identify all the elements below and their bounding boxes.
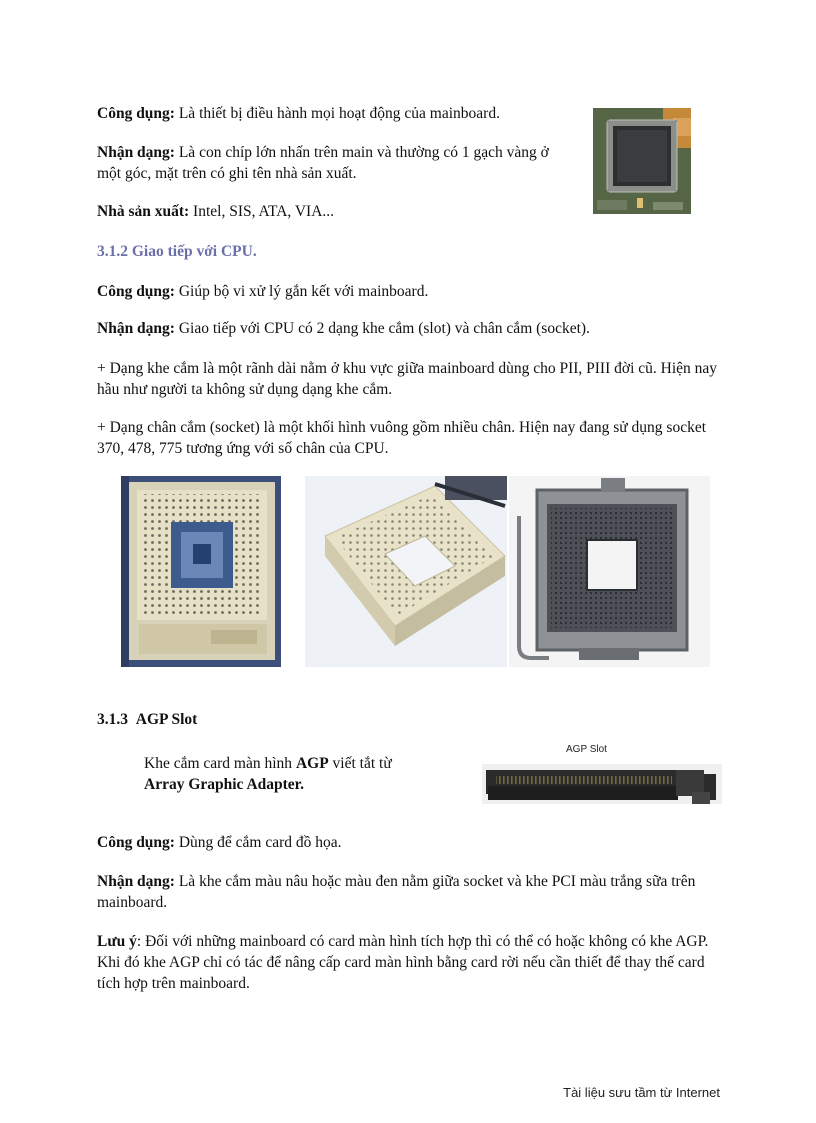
section-number: 3.1.3 <box>97 711 128 728</box>
text: Intel, SIS, ATA, VIA... <box>193 203 335 220</box>
label: Công dụng: <box>97 834 175 851</box>
text: Là thiết bị điều hành mọi hoạt động của mainboard. <box>178 105 500 122</box>
section-312-heading: 3.1.2 Giao tiếp với CPU. <box>97 243 257 260</box>
agp-slot-image <box>482 742 722 806</box>
cpu-identify-line <box>97 142 567 184</box>
socket-image-2 <box>305 476 507 667</box>
intro-bold: AGP <box>295 755 329 772</box>
agp-usage <box>97 832 727 853</box>
agp-slot-caption: AGP Slot <box>566 744 607 755</box>
label: Nhà sản xuất: <box>97 203 190 220</box>
cpu-usage-line <box>97 103 567 124</box>
intro-prefix: Khe cắm card màn hình <box>144 755 296 772</box>
socket-image-1 <box>121 476 281 667</box>
text: : Đối với những mainboard có card màn hình tích hợp thì có thể có hoặc không có khe AGP. Khi đó khe AGP chỉ có tác để nâng cấp card màn hình bằng card rời nếu cần thiết để thay thế card tích hợp trên mainboard. <box>97 933 709 992</box>
intro-expansion: Array Graphic Adapter. <box>144 776 305 793</box>
chipset-image <box>593 108 691 214</box>
label: Nhận dạng: <box>97 144 175 161</box>
page-footer: Tài liệu sưu tầm từ Internet <box>563 1085 720 1100</box>
agp-intro <box>144 753 444 795</box>
section-312-usage <box>97 281 727 302</box>
section-312-identify <box>97 318 727 339</box>
text: Là con chíp lớn nhấn trên main và thường có 1 gạch vàng ở một góc, mặt trên có ghi tên nhà sản xuất. <box>97 144 549 182</box>
text: Giao tiếp với CPU có 2 dạng khe cắm (slot) và chân cắm (socket). <box>178 320 590 337</box>
label: Nhận dạng: <box>97 873 175 890</box>
text: Dùng để cắm card đồ họa. <box>178 834 342 851</box>
agp-note <box>97 931 727 994</box>
section-title: AGP Slot <box>135 711 198 728</box>
label: Nhận dạng: <box>97 320 175 337</box>
label: Công dụng: <box>97 283 175 300</box>
socket-image-3 <box>509 476 710 667</box>
text: Giúp bộ vi xử lý gắn kết với mainboard. <box>178 283 429 300</box>
label: Công dụng: <box>97 105 175 122</box>
agp-identify <box>97 871 727 913</box>
label: Lưu ý <box>97 933 137 950</box>
cpu-maker-line <box>97 201 567 222</box>
intro-suffix: viết tắt từ <box>328 755 392 772</box>
section-312-socket-para: + Dạng chân cắm (socket) là một khối hình vuông gồm nhiều chân. Hiện nay đang sử dụng socket 370, 478, 775 tương ứng với số chân của CPU. <box>97 419 707 457</box>
section-312-slot-para: + Dạng khe cắm là một rãnh dài nằm ở khu vực giữa mainboard dùng cho PII, PIII đời cũ. Hiện nay hầu như người ta không sử dụng dạng khe cắm. <box>97 360 718 398</box>
section-313-heading <box>97 709 727 730</box>
text: Là khe cắm màu nâu hoặc màu đen nằm giữa socket và khe PCI màu trắng sữa trên mainboard. <box>97 873 696 911</box>
